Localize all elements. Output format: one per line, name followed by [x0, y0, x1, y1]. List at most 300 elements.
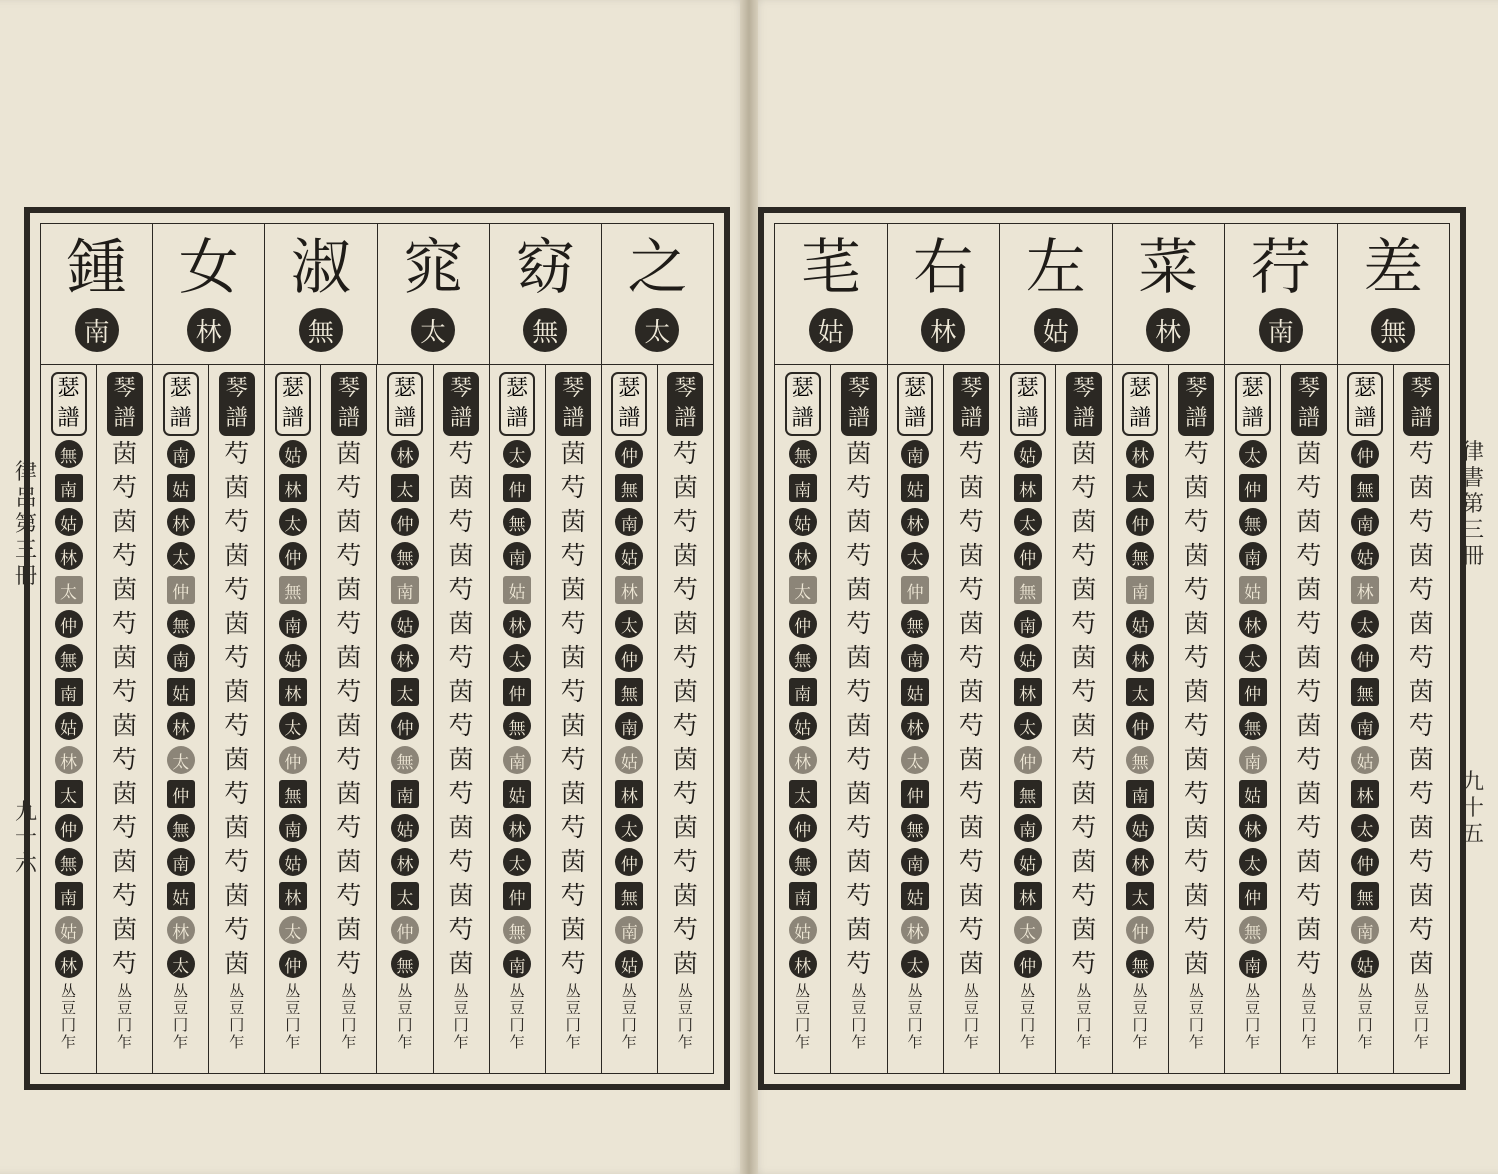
lyric-character: 之 [627, 233, 688, 303]
qin-tablature-char: 茵 [1183, 677, 1209, 706]
qin-tablature-char: 茵 [224, 473, 250, 502]
qin-tablature-char: 茵 [1408, 541, 1434, 570]
se-note: 姑 [789, 916, 817, 944]
qin-tablature-char: 芍 [1183, 575, 1209, 604]
qin-tablature-char: 芍 [1408, 847, 1434, 876]
pitch-note-circle: 林 [187, 308, 231, 352]
qin-tablature-char: 芍 [1071, 677, 1097, 706]
column-footer: 丛豆冂乍 [907, 982, 923, 1051]
qin-tablature-char: 茵 [958, 745, 984, 774]
lyric-character: 荇 [1250, 233, 1311, 303]
qin-tablature-char: 茵 [224, 949, 250, 978]
qin-tablature-char: 芍 [1296, 541, 1322, 570]
qin-tablature-char: 芍 [560, 609, 586, 638]
label-char: 瑟 [506, 376, 529, 401]
qin-tablature-char: 茵 [1296, 575, 1322, 604]
se-note: 太 [1351, 610, 1379, 638]
lyric-character: 菜 [1138, 233, 1199, 303]
label-char: 譜 [562, 406, 585, 431]
notation-sequence [1184, 440, 1209, 984]
notation-sequence [1014, 440, 1042, 984]
qin-tablature-char: 芍 [448, 439, 474, 468]
qin-tablature-char: 茵 [448, 473, 474, 502]
label-char: 譜 [281, 406, 304, 431]
label-char: 琴 [562, 376, 585, 401]
qin-tablature-char: 芍 [112, 881, 138, 910]
pitch-note-circle: 太 [411, 308, 455, 352]
qin-label [331, 372, 367, 436]
qin-tablature-char: 茵 [448, 949, 474, 978]
se-label [611, 372, 647, 436]
qin-tablature-char: 茵 [1071, 575, 1097, 604]
se-note: 姑 [167, 678, 195, 706]
right-margin-page: 九十五 [1461, 770, 1484, 847]
qin-tablature-char: 茵 [336, 779, 362, 808]
column-footer: 丛豆冂乍 [397, 982, 413, 1051]
se-note: 姑 [1351, 542, 1379, 570]
qin-tablature-char: 芍 [112, 609, 138, 638]
label-char: 譜 [506, 406, 529, 431]
qin-tablature-char: 芍 [1071, 881, 1097, 910]
se-note: 姑 [615, 746, 643, 774]
se-note: 太 [1239, 644, 1267, 672]
se-note: 仲 [167, 780, 195, 808]
se-note: 林 [55, 950, 83, 978]
pitch-note-circle: 無 [1371, 308, 1415, 352]
qin-tablature-char: 茵 [448, 609, 474, 638]
label-char: 瑟 [1016, 376, 1039, 401]
se-note: 太 [279, 916, 307, 944]
qin-tablature-char: 茵 [224, 813, 250, 842]
qin-tablature-char: 芍 [224, 507, 250, 536]
qin-tablature-char: 芍 [672, 915, 698, 944]
qin-tablature-char: 芍 [1071, 473, 1097, 502]
se-note: 姑 [55, 916, 83, 944]
se-note: 林 [1126, 644, 1154, 672]
se-note: 太 [1239, 848, 1267, 876]
qin-tablature-char: 茵 [958, 541, 984, 570]
left-heads [41, 224, 713, 365]
qin-tablature-char: 芍 [336, 745, 362, 774]
label-char: 瑟 [169, 376, 192, 401]
qin-tablature-char: 芍 [1408, 779, 1434, 808]
se-note: 姑 [279, 440, 307, 468]
se-label [163, 372, 199, 436]
label-char: 琴 [113, 376, 136, 401]
qin-tablature-char: 茵 [1408, 813, 1434, 842]
se-note: 南 [1126, 576, 1154, 604]
column-footer: 丛豆冂乍 [795, 982, 811, 1051]
label-char: 瑟 [281, 376, 304, 401]
se-note: 南 [55, 474, 83, 502]
label-char: 琴 [225, 376, 248, 401]
se-note: 仲 [391, 712, 419, 740]
notation-sequence [55, 440, 83, 984]
qin-tablature-char: 芍 [112, 813, 138, 842]
se-note: 南 [789, 882, 817, 910]
se-note: 南 [1014, 814, 1042, 842]
se-note: 姑 [901, 882, 929, 910]
label-char: 譜 [225, 406, 248, 431]
label-char: 譜 [1410, 406, 1433, 431]
se-note: 仲 [503, 882, 531, 910]
qin-label [107, 372, 143, 436]
qin-tablature-char: 芍 [560, 541, 586, 570]
notation-sequence [336, 440, 361, 984]
qin-tablature-char: 芍 [1296, 745, 1322, 774]
se-note: 太 [167, 950, 195, 978]
se-note: 太 [391, 882, 419, 910]
column-footer: 丛豆冂乍 [1301, 982, 1317, 1051]
header-column [378, 224, 490, 364]
label-char: 瑟 [393, 376, 416, 401]
qin-tablature-char: 芍 [336, 881, 362, 910]
se-note: 南 [391, 576, 419, 604]
column-footer: 丛豆冂乍 [285, 982, 301, 1051]
se-note: 仲 [55, 610, 83, 638]
se-note: 姑 [391, 814, 419, 842]
qin-tablature-char: 芍 [448, 643, 474, 672]
qin-tablature-char: 茵 [1408, 677, 1434, 706]
label-char: 琴 [1410, 376, 1433, 401]
se-note: 仲 [1351, 440, 1379, 468]
header-column [41, 224, 153, 364]
qin-tablature-char: 芍 [336, 609, 362, 638]
qin-tablature-char: 芍 [846, 473, 872, 502]
header-column [602, 224, 713, 364]
qin-tablature-char: 茵 [846, 575, 872, 604]
label-char: 瑟 [1241, 376, 1264, 401]
qin-tablature-char: 茵 [1408, 881, 1434, 910]
right-block [758, 207, 1466, 1090]
column-footer: 丛豆冂乍 [621, 982, 637, 1051]
header-column [1338, 224, 1450, 364]
qin-tablature-char: 茵 [1183, 881, 1209, 910]
se-note: 林 [1239, 610, 1267, 638]
qin-tablature-char: 茵 [336, 575, 362, 604]
notation-sequence [1239, 440, 1267, 984]
se-column [1113, 364, 1169, 1073]
notation-sequence [1351, 440, 1379, 984]
notation-sequence [1409, 440, 1434, 984]
header-column [1225, 224, 1338, 364]
se-label [1122, 372, 1158, 436]
se-note: 仲 [615, 440, 643, 468]
qin-tablature-char: 茵 [560, 779, 586, 808]
qin-tablature-char: 茵 [1408, 609, 1434, 638]
qin-tablature-char: 茵 [560, 711, 586, 740]
se-note: 南 [503, 746, 531, 774]
qin-tablature-char: 芍 [224, 779, 250, 808]
qin-label [443, 372, 479, 436]
se-note: 太 [901, 746, 929, 774]
label-char: 譜 [1297, 406, 1320, 431]
se-note: 無 [55, 440, 83, 468]
se-note: 南 [503, 542, 531, 570]
qin-tablature-char: 芍 [1408, 711, 1434, 740]
label-char: 譜 [337, 406, 360, 431]
se-column [1000, 364, 1056, 1073]
qin-tablature-char: 芍 [958, 847, 984, 876]
se-note: 林 [167, 916, 195, 944]
pitch-note-circle: 南 [1259, 308, 1303, 352]
qin-tablature-char: 芍 [1296, 677, 1322, 706]
qin-tablature-char: 茵 [112, 507, 138, 536]
se-note: 林 [1351, 780, 1379, 808]
column-footer: 丛豆冂乍 [117, 982, 133, 1051]
lyric-character: 窕 [403, 233, 464, 303]
se-note: 林 [1126, 440, 1154, 468]
se-note: 無 [789, 848, 817, 876]
se-note: 仲 [1351, 644, 1379, 672]
qin-tablature-char: 茵 [1408, 745, 1434, 774]
se-note: 姑 [901, 678, 929, 706]
qin-tablature-char: 芍 [1071, 541, 1097, 570]
se-note: 無 [1014, 780, 1042, 808]
se-note: 南 [1351, 916, 1379, 944]
se-note: 無 [615, 882, 643, 910]
se-note: 南 [1351, 712, 1379, 740]
qin-tablature-char: 茵 [1071, 711, 1097, 740]
se-note: 姑 [55, 712, 83, 740]
se-note: 林 [391, 848, 419, 876]
se-label [785, 372, 821, 436]
qin-label [555, 372, 591, 436]
qin-tablature-char: 茵 [846, 439, 872, 468]
se-note: 仲 [1239, 882, 1267, 910]
qin-tablature-char: 茵 [112, 575, 138, 604]
se-note: 無 [615, 474, 643, 502]
column-footer: 丛豆冂乍 [341, 982, 357, 1051]
se-note: 林 [503, 814, 531, 842]
se-note: 姑 [1126, 814, 1154, 842]
label-char: 琴 [960, 376, 983, 401]
label-char: 瑟 [57, 376, 80, 401]
se-note: 南 [391, 780, 419, 808]
qin-tablature-char: 茵 [336, 439, 362, 468]
qin-tablature-char: 芍 [1183, 779, 1209, 808]
se-note: 無 [901, 814, 929, 842]
se-note: 南 [789, 474, 817, 502]
qin-tablature-char: 茵 [1071, 847, 1097, 876]
label-char: 琴 [1185, 376, 1208, 401]
se-note: 無 [167, 814, 195, 842]
label-char: 譜 [674, 406, 697, 431]
se-note: 仲 [279, 950, 307, 978]
qin-tablature-char: 芍 [1408, 915, 1434, 944]
qin-tablature-char: 芍 [846, 609, 872, 638]
se-note: 林 [901, 508, 929, 536]
se-note: 姑 [167, 882, 195, 910]
se-note: 南 [615, 712, 643, 740]
notation-sequence [846, 440, 871, 984]
qin-tablature-char: 芍 [112, 949, 138, 978]
qin-tablature-char: 芍 [846, 949, 872, 978]
se-note: 太 [391, 678, 419, 706]
qin-tablature-char: 茵 [560, 439, 586, 468]
se-note: 仲 [1014, 950, 1042, 978]
qin-tablature-char: 茵 [1183, 609, 1209, 638]
se-note: 南 [901, 848, 929, 876]
pitch-note-circle: 姑 [1034, 308, 1078, 352]
se-note: 太 [503, 644, 531, 672]
qin-tablature-char: 茵 [1296, 711, 1322, 740]
qin-tablature-char: 茵 [1408, 949, 1434, 978]
qin-tablature-char: 茵 [112, 847, 138, 876]
column-footer: 丛豆冂乍 [61, 982, 77, 1051]
se-note: 林 [1014, 474, 1042, 502]
qin-tablature-char: 芍 [958, 439, 984, 468]
qin-label [667, 372, 703, 436]
qin-tablature-char: 芍 [448, 915, 474, 944]
qin-tablature-char: 芍 [1408, 507, 1434, 536]
se-note: 仲 [1126, 712, 1154, 740]
notation-sequence [449, 440, 474, 984]
se-note: 林 [1239, 814, 1267, 842]
left-margin-title: 律呂第三冊 [14, 460, 37, 589]
qin-tablature-char: 芍 [448, 575, 474, 604]
qin-tablature-char: 芍 [448, 847, 474, 876]
qin-tablature-char: 茵 [846, 915, 872, 944]
se-note: 太 [55, 780, 83, 808]
qin-tablature-char: 芍 [958, 779, 984, 808]
se-note: 南 [901, 644, 929, 672]
se-note: 姑 [615, 542, 643, 570]
notation-sequence [1126, 440, 1154, 984]
se-note: 仲 [901, 576, 929, 604]
se-note: 仲 [1239, 474, 1267, 502]
label-char: 瑟 [904, 376, 927, 401]
se-column [775, 364, 831, 1073]
qin-tablature-char: 茵 [224, 541, 250, 570]
se-note: 仲 [615, 848, 643, 876]
se-note: 林 [901, 712, 929, 740]
qin-tablature-char: 茵 [336, 847, 362, 876]
qin-tablature-char: 茵 [224, 881, 250, 910]
column-footer: 丛豆冂乍 [1076, 982, 1092, 1051]
qin-tablature-char: 芍 [1183, 643, 1209, 672]
se-note: 南 [55, 678, 83, 706]
qin-tablature-char: 茵 [672, 949, 698, 978]
qin-tablature-char: 茵 [1183, 745, 1209, 774]
notation-sequence [224, 440, 249, 984]
qin-column [1394, 364, 1449, 1073]
label-char: 譜 [1016, 406, 1039, 431]
label-char: 譜 [1354, 406, 1377, 431]
se-note: 仲 [279, 542, 307, 570]
qin-tablature-char: 茵 [958, 473, 984, 502]
se-note: 太 [615, 610, 643, 638]
qin-tablature-char: 茵 [560, 847, 586, 876]
se-note: 林 [615, 780, 643, 808]
qin-tablature-char: 茵 [560, 507, 586, 536]
qin-column [97, 364, 153, 1073]
qin-tablature-char: 芍 [1296, 881, 1322, 910]
label-char: 琴 [847, 376, 870, 401]
qin-tablature-char: 茵 [1296, 779, 1322, 808]
notation-sequence [503, 440, 531, 984]
qin-tablature-char: 茵 [1071, 915, 1097, 944]
se-note: 太 [1351, 814, 1379, 842]
qin-tablature-char: 芍 [672, 507, 698, 536]
se-note: 太 [789, 780, 817, 808]
qin-column [434, 364, 490, 1073]
header-column [153, 224, 265, 364]
qin-tablature-char: 芍 [1183, 915, 1209, 944]
se-note: 無 [391, 950, 419, 978]
se-note: 太 [789, 576, 817, 604]
qin-tablature-char: 茵 [1071, 507, 1097, 536]
qin-column [1281, 364, 1337, 1073]
qin-tablature-char: 芍 [336, 677, 362, 706]
se-note: 仲 [615, 644, 643, 672]
book-gutter [740, 0, 758, 1174]
qin-tablature-char: 茵 [846, 847, 872, 876]
qin-tablature-char: 茵 [448, 881, 474, 910]
se-note: 無 [1239, 712, 1267, 740]
qin-tablature-char: 芍 [112, 541, 138, 570]
qin-tablature-char: 茵 [1296, 847, 1322, 876]
se-note: 太 [391, 474, 419, 502]
se-label [387, 372, 423, 436]
qin-tablature-char: 芍 [112, 473, 138, 502]
qin-tablature-char: 芍 [958, 507, 984, 536]
qin-tablature-char: 茵 [1296, 507, 1322, 536]
notation-sequence [673, 440, 698, 984]
qin-label [1403, 372, 1439, 436]
pitch-note-circle: 無 [299, 308, 343, 352]
se-note: 林 [167, 508, 195, 536]
qin-tablature-char: 茵 [448, 813, 474, 842]
se-note: 仲 [1126, 916, 1154, 944]
label-char: 瑟 [618, 376, 641, 401]
qin-tablature-char: 茵 [958, 813, 984, 842]
se-note: 無 [1351, 882, 1379, 910]
se-note: 姑 [1351, 950, 1379, 978]
qin-tablature-char: 芍 [1071, 745, 1097, 774]
header-column [1000, 224, 1113, 364]
label-char: 琴 [337, 376, 360, 401]
label-char: 譜 [618, 406, 641, 431]
pitch-note-circle: 林 [921, 308, 965, 352]
se-note: 林 [789, 950, 817, 978]
lyric-character: 女 [178, 233, 239, 303]
se-note: 無 [901, 610, 929, 638]
se-note: 無 [1239, 508, 1267, 536]
notation-sequence [1296, 440, 1321, 984]
qin-tablature-char: 芍 [560, 745, 586, 774]
se-note: 太 [1239, 440, 1267, 468]
se-note: 無 [503, 712, 531, 740]
qin-tablature-char: 茵 [448, 541, 474, 570]
header-column [265, 224, 377, 364]
qin-label [1066, 372, 1102, 436]
se-note: 無 [503, 508, 531, 536]
se-note: 無 [391, 746, 419, 774]
qin-tablature-char: 茵 [224, 609, 250, 638]
left-margin-page: 九十六 [14, 800, 37, 877]
qin-tablature-char: 芍 [1296, 813, 1322, 842]
qin-tablature-char: 茵 [1071, 643, 1097, 672]
qin-column [831, 364, 887, 1073]
column-footer: 丛豆冂乍 [509, 982, 525, 1051]
label-char: 譜 [791, 406, 814, 431]
se-note: 姑 [1014, 644, 1042, 672]
se-label [275, 372, 311, 436]
se-note: 姑 [503, 576, 531, 604]
qin-tablature-char: 芍 [560, 949, 586, 978]
column-footer: 丛豆冂乍 [1020, 982, 1036, 1051]
